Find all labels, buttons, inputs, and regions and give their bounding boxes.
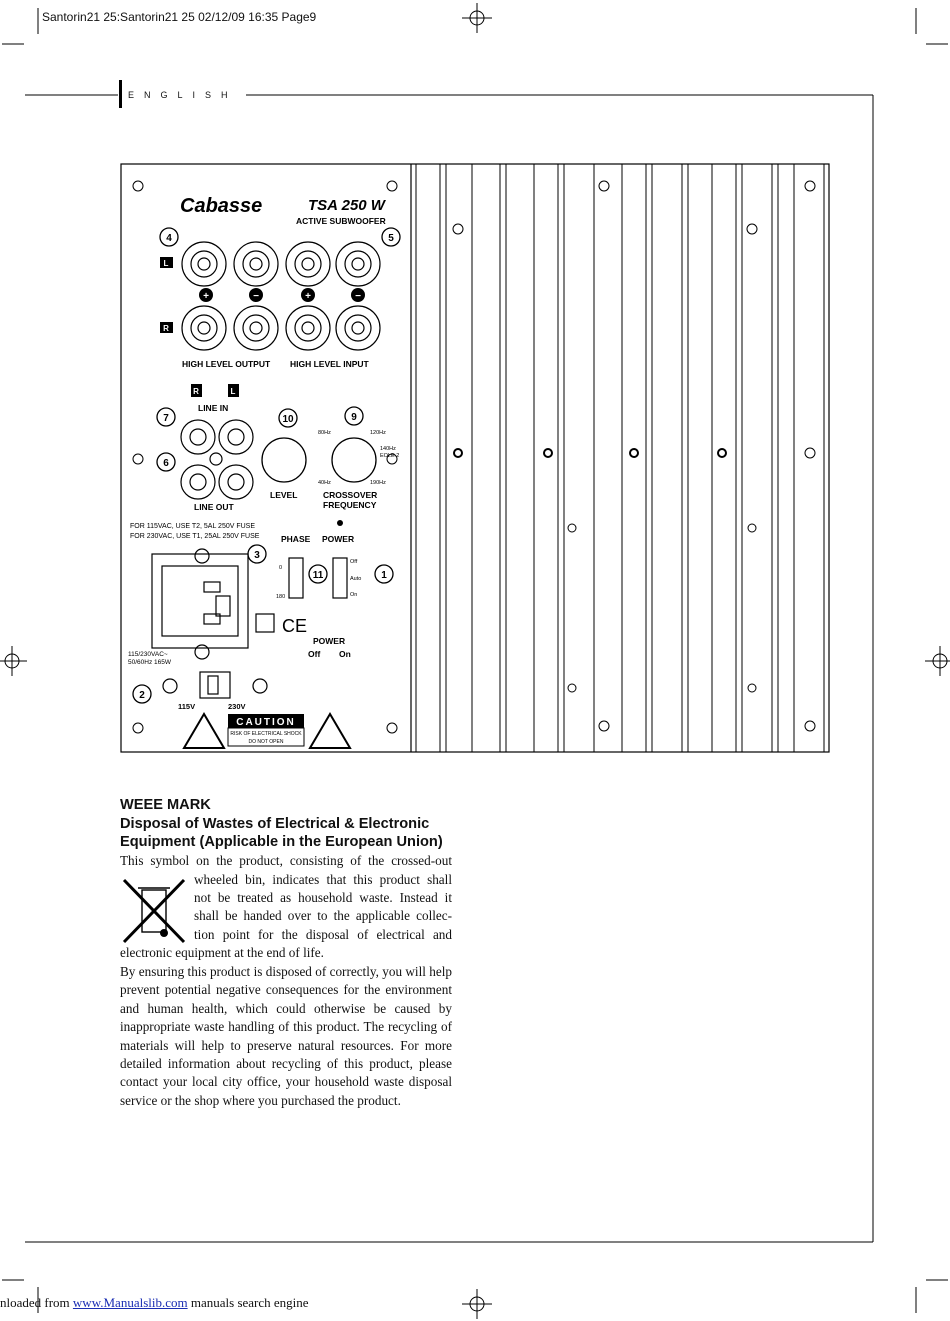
language-label: ENGLISH: [128, 90, 238, 100]
registration-mark-bottom: [462, 1289, 492, 1319]
svg-text:6: 6: [163, 458, 169, 469]
svg-text:2: 2: [139, 690, 145, 701]
svg-text:On: On: [339, 649, 351, 659]
svg-text:−: −: [355, 291, 361, 302]
registration-mark-top: [462, 3, 492, 33]
high-level-input-label: HIGH LEVEL INPUT: [290, 359, 369, 369]
svg-text:230V: 230V: [228, 702, 246, 711]
svg-text:−: −: [253, 291, 259, 302]
weee-line-5: electronic equipment at the end of life.: [120, 945, 324, 960]
svg-text:50/60Hz 165W: 50/60Hz 165W: [128, 659, 171, 666]
model-name: TSA 250 W: [308, 197, 385, 214]
manualslib-link[interactable]: www.Manualslib.com: [72, 1295, 188, 1310]
svg-text:FREQUENCY: FREQUENCY: [323, 500, 377, 510]
svg-text:Off: Off: [350, 559, 358, 565]
svg-text:R: R: [193, 387, 199, 396]
svg-text:R: R: [163, 324, 169, 333]
svg-text:4: 4: [166, 233, 172, 244]
registration-mark-right: [925, 646, 950, 676]
svg-text:L: L: [163, 259, 169, 268]
weee-title: WEEE MARK: [120, 797, 211, 813]
weee-line-0: This symbol on the product, consisting of the crossed-out: [120, 853, 452, 868]
svg-text:CROSSOVER: CROSSOVER: [323, 490, 378, 500]
svg-text:120Hz: 120Hz: [370, 430, 386, 436]
weee-subtitle-2: Equipment (Applicable in the European Union): [120, 834, 443, 850]
svg-text:Auto: Auto: [350, 576, 362, 582]
weee-line-2: not be treated as household waste. Instead it: [194, 890, 452, 905]
caution-banner: CAUTION: [236, 717, 296, 728]
svg-text:+: +: [305, 291, 311, 302]
svg-text:POWER: POWER: [322, 534, 355, 544]
svg-text:On: On: [350, 592, 358, 598]
high-level-output-label: HIGH LEVEL OUTPUT: [182, 359, 271, 369]
svg-text:40Hz: 40Hz: [318, 480, 331, 486]
svg-text:115V: 115V: [178, 702, 196, 711]
fuse-note-1: FOR 115VAC, USE T2, 5AL 250V FUSE: [130, 523, 256, 530]
svg-text:140Hz: 140Hz: [380, 446, 396, 452]
svg-text:115/230VAC~: 115/230VAC~: [128, 651, 168, 658]
svg-text:0: 0: [279, 565, 283, 571]
weee-line-4: tion point for the disposal of electrical and: [194, 927, 452, 942]
level-label: LEVEL: [270, 490, 298, 500]
subtitle: ACTIVE SUBWOOFER: [296, 216, 386, 226]
svg-text:3: 3: [254, 550, 260, 561]
weee-paragraph-2: By ensuring this product is disposed of correctly, you will help prevent potential negative consequences for the environment and human health, which could otherwise be caused by inappropriate waste handling of this product. The recycling of materials will help to preserve natural resources. For more detailed information about recycling of this product, please contact your local city office, your household waste disposal service or the shop where you purchased the product.: [120, 964, 452, 1108]
svg-text:9: 9: [351, 412, 357, 423]
svg-text:80Hz: 80Hz: [318, 430, 331, 436]
svg-text:5: 5: [388, 233, 394, 244]
ce-mark: CE: [282, 616, 308, 636]
svg-text:1: 1: [381, 570, 387, 581]
file-info-header: Santorin21 25:Santorin21 25 02/12/09 16:35 Page9: [42, 10, 317, 24]
svg-text:DO NOT OPEN: DO NOT OPEN: [248, 739, 284, 745]
svg-text:EOLE 2: EOLE 2: [380, 453, 400, 459]
weee-line-3: shall be handed over to the applicable collec-: [194, 908, 452, 923]
line-in-label: LINE IN: [198, 403, 229, 413]
svg-text:RISK OF ELECTRICAL SHOCK: RISK OF ELECTRICAL SHOCK: [230, 731, 302, 737]
crossed-bin-icon: [122, 876, 188, 946]
line-out-label: LINE OUT: [194, 502, 234, 512]
svg-text:+: +: [203, 291, 209, 302]
svg-text:7: 7: [163, 413, 169, 424]
svg-text:190Hz: 190Hz: [370, 480, 386, 486]
svg-text:PHASE: PHASE: [281, 534, 311, 544]
svg-text:180: 180: [276, 594, 286, 600]
svg-text:Off: Off: [308, 649, 321, 659]
svg-text:11: 11: [312, 570, 324, 581]
svg-text:POWER: POWER: [313, 636, 346, 646]
weee-subtitle-1: Disposal of Wastes of Electrical & Electronic: [120, 816, 430, 832]
rear-panel-diagram: [118, 162, 834, 756]
svg-text:10: 10: [282, 414, 294, 425]
fuse-note-2: FOR 230VAC, USE T1, 25AL 250V FUSE: [130, 533, 260, 540]
brand-logo: Cabasse: [180, 195, 263, 217]
svg-text:L: L: [230, 387, 236, 396]
footer: nloaded from www.Manualslib.com manuals search engine: [0, 1295, 309, 1310]
registration-mark-left: [0, 646, 27, 676]
weee-line-1: wheeled bin, indicates that this product shall: [194, 872, 452, 887]
